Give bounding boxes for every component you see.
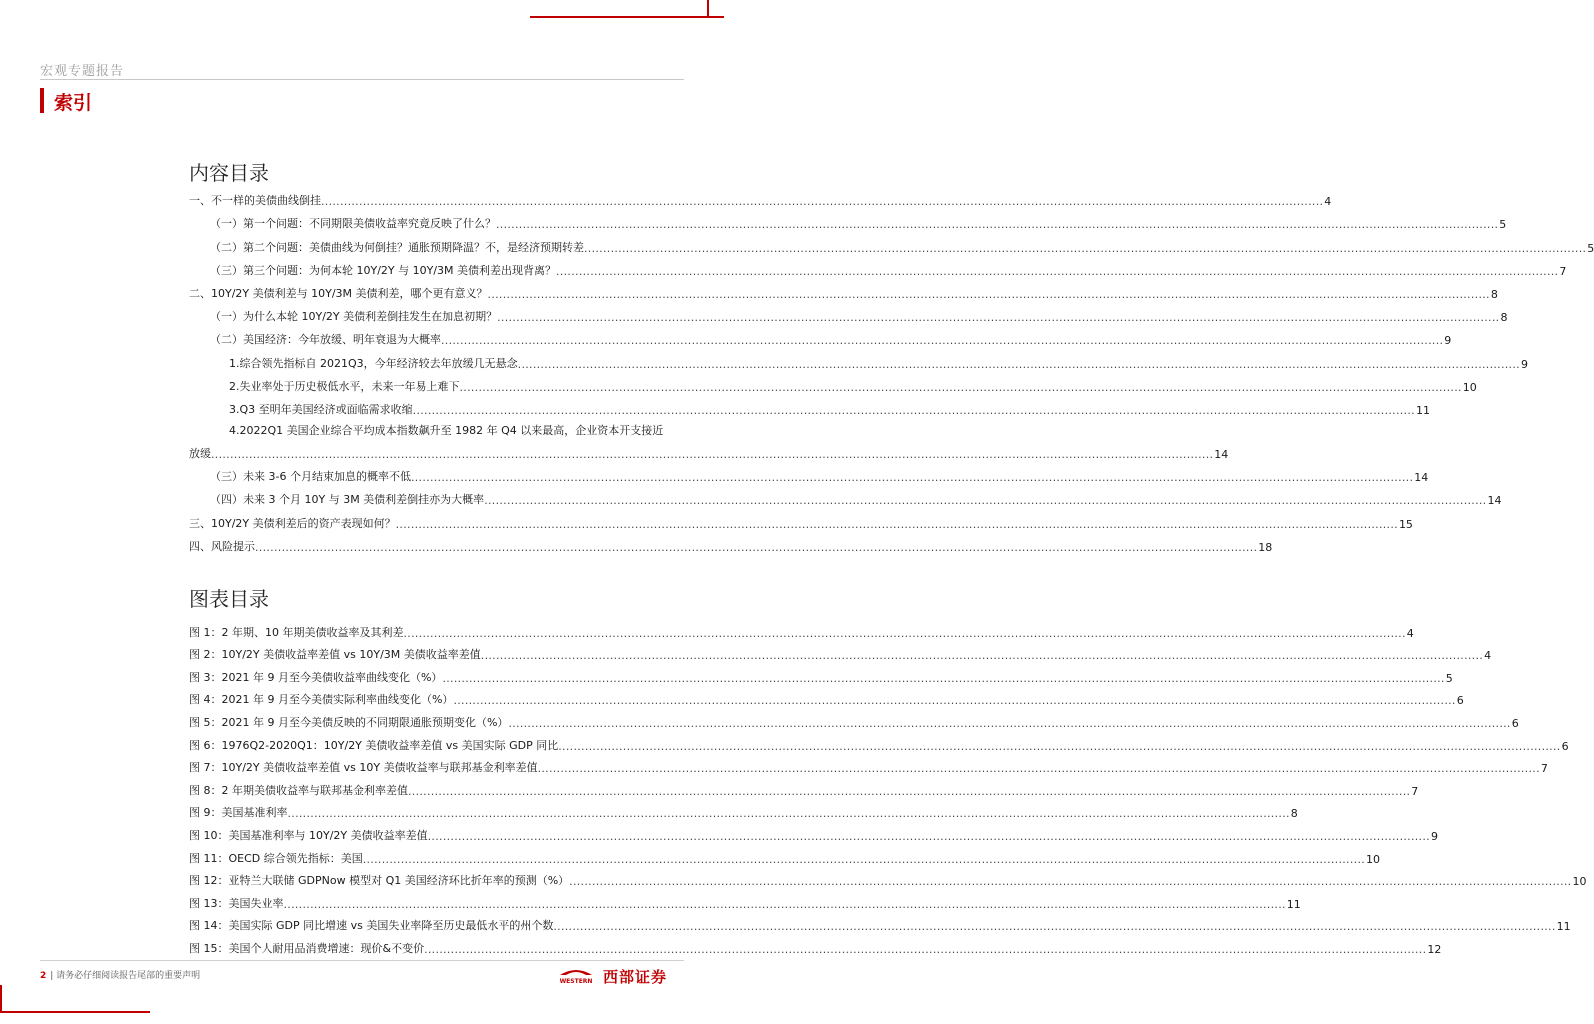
corner-decoration-bottom-left-horizontal xyxy=(0,1011,150,1013)
figure-entry[interactable]: 图 3：2021 年 9 月至今美债收益率曲线变化（%） ..... 5 xyxy=(189,662,684,685)
logo-small-text: WESTERN xyxy=(559,978,593,985)
toc-entry[interactable]: 二、10Y/2Y 美债利差与 10Y/3M 美债利差，哪个更有意义？ ..... 8 xyxy=(189,278,684,301)
index-title: 索引 xyxy=(54,92,93,114)
figures-list xyxy=(189,617,1587,956)
toc-entry[interactable]: 2.失业率处于历史极低水平，未来一年易上难下 ..... 10 xyxy=(189,371,684,394)
footer-divider xyxy=(40,960,684,961)
toc-entry-wrapped[interactable] xyxy=(189,417,1229,462)
toc-entry[interactable]: （四）未来 3 个月 10Y 与 3M 美债利差倒挂亦为大概率 ..... 14 xyxy=(189,484,684,507)
toc-entry[interactable]: 一、不一样的美债曲线倒挂 ..... 4 xyxy=(189,185,684,208)
figure-entry[interactable]: 图 7：10Y/2Y 美债收益率差值 vs 10Y 美债收益率与联邦基金利率差值 ..... 7 xyxy=(189,753,684,776)
figure-entry[interactable]: 图 15：美国个人耐用品消费增速：现价&不变价 ..... 12 xyxy=(189,933,684,956)
disclaimer-text: 请务必仔细阅读报告尾部的重要声明 xyxy=(56,971,201,981)
contents-list xyxy=(189,185,1594,554)
figure-entry[interactable]: 图 2：10Y/2Y 美债收益率差值 vs 10Y/3M 美债收益率差值 ..... 4 xyxy=(189,640,684,663)
toc-entry-first-line: 4.2022Q1 美国企业综合平均成本指数飙升至 1982 年 Q4 以来最高，企业资本开支接近 xyxy=(229,423,664,437)
western-securities-logo-icon xyxy=(556,966,596,988)
figure-entry[interactable]: 图 14：美国实际 GDP 同比增速 vs 美国失业率降至历史最低水平的州个数 ..... 11 xyxy=(189,911,684,934)
figure-entry[interactable]: 图 1：2 年期、10 年期美债收益率及其利差 ..... 4 xyxy=(189,617,684,640)
page-number: 2 xyxy=(40,971,47,981)
figure-entry[interactable]: 图 10：美国基准利率与 10Y/2Y 美债收益率差值 ..... 9 xyxy=(189,820,684,843)
toc-entry-second-line: 放缓 ..... 14 xyxy=(189,438,684,461)
contents-title: 内容目录 xyxy=(189,161,269,185)
toc-entry[interactable]: （二）第二个问题：美债曲线为何倒挂？通胀预期降温？不，是经济预期转差 ..... 5 xyxy=(189,231,684,254)
corner-decoration-bottom-left xyxy=(0,985,2,1013)
figure-entry[interactable]: 图 12：亚特兰大联储 GDPNow 模型对 Q1 美国经济环比折年率的预测（%） ..... 10 xyxy=(189,866,684,889)
corner-decoration-top-right-vertical xyxy=(707,0,709,17)
figure-entry[interactable]: 图 6：1976Q2-2020Q1：10Y/2Y 美债收益率差值 vs 美国实际 GDP 同比 ..... 6 xyxy=(189,730,684,753)
toc-entry[interactable]: 3.Q3 至明年美国经济或面临需求收缩 ..... 11 xyxy=(189,394,684,417)
figure-entry[interactable]: 图 4：2021 年 9 月至今美债实际利率曲线变化（%） ..... 6 xyxy=(189,685,684,708)
figures-title: 图表目录 xyxy=(189,587,269,611)
figure-entry[interactable]: 图 11：OECD 综合领先指标：美国 ..... 10 xyxy=(189,843,684,866)
company-logo-text: 西部证券 xyxy=(603,968,668,986)
figure-entry[interactable]: 图 8：2 年期美债收益率与联邦基金利率差值 ..... 7 xyxy=(189,775,684,798)
toc-entry[interactable]: （三）第三个问题：为何本轮 10Y/2Y 与 10Y/3M 美债利差出现背离？ ..... 7 xyxy=(189,255,684,278)
toc-entry[interactable]: （一）第一个问题：不同期限美债收益率究竟反映了什么？ ..... 5 xyxy=(189,208,684,231)
index-accent-bar xyxy=(40,88,44,113)
toc-entry[interactable]: 四、风险提示 ..... 18 xyxy=(189,531,684,554)
toc-entry[interactable]: （一）为什么本轮 10Y/2Y 美债利差倒挂发生在加息初期？ ..... 8 xyxy=(189,301,684,324)
toc-entry[interactable]: （二）美国经济：今年放缓、明年衰退为大概率 ..... 9 xyxy=(189,324,684,347)
report-type-label: 宏观专题报告 xyxy=(40,64,125,79)
figure-entry[interactable]: 图 13：美国失业率 ..... 11 xyxy=(189,888,684,911)
corner-decoration-top-right xyxy=(530,16,724,18)
figure-entry[interactable]: 图 5：2021 年 9 月至今美债反映的不同期限通胀预期变化（%） ..... 6 xyxy=(189,707,684,730)
footer-disclaimer: 2 | 请务必仔细阅读报告尾部的重要声明 xyxy=(40,971,201,981)
figure-entry[interactable]: 图 9：美国基准利率 ..... 8 xyxy=(189,798,684,821)
header-divider xyxy=(40,79,684,80)
toc-entry[interactable]: 三、10Y/2Y 美债利差后的资产表现如何？ ..... 15 xyxy=(189,507,684,530)
toc-entry[interactable]: 1.综合领先指标自 2021Q3，今年经济较去年放缓几无悬念 ..... 9 xyxy=(189,347,684,370)
toc-entry[interactable]: （三）未来 3-6 个月结束加息的概率不低 ..... 14 xyxy=(189,461,684,484)
